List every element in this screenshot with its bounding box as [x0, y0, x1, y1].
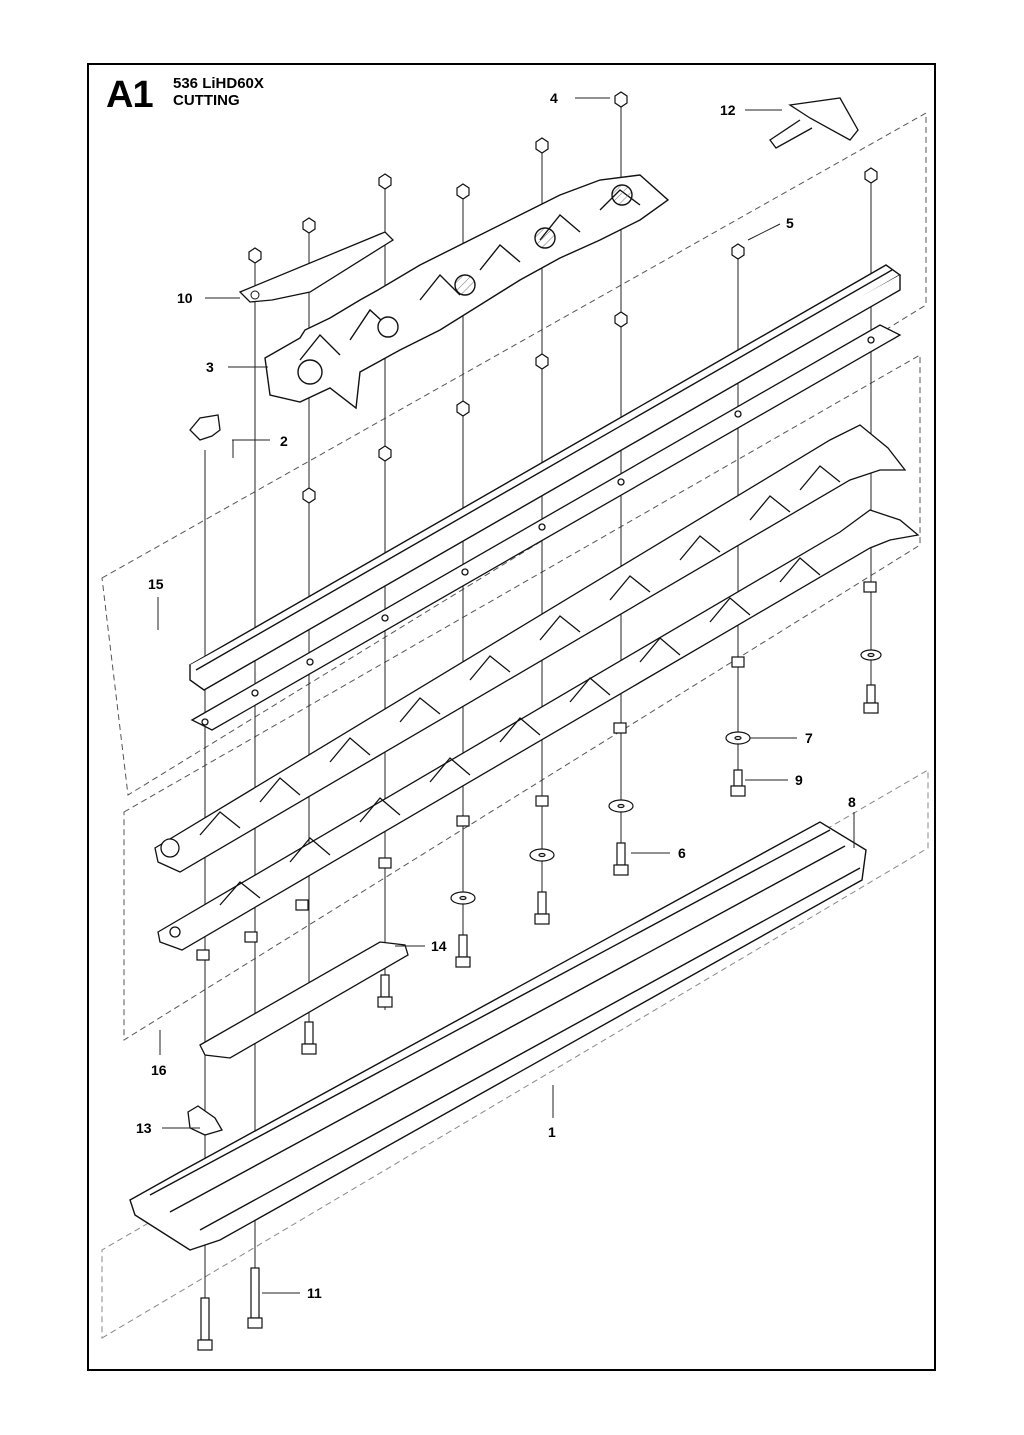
clip-13 — [188, 1106, 222, 1135]
callout-9: 9 — [795, 772, 803, 788]
callout-2: 2 — [280, 433, 288, 449]
key-tool — [770, 98, 858, 148]
callout-7: 7 — [805, 730, 813, 746]
link-plate — [240, 232, 393, 302]
callout-10: 10 — [177, 290, 193, 306]
clamp-plate — [200, 942, 408, 1058]
section-title: CUTTING — [173, 92, 240, 109]
callout-13: 13 — [136, 1120, 152, 1136]
clip-2 — [190, 415, 220, 440]
callout-3: 3 — [206, 359, 214, 375]
callout-4: 4 — [550, 90, 558, 106]
callout-16: 16 — [151, 1062, 167, 1078]
callout-6: 6 — [678, 845, 686, 861]
callout-14: 14 — [431, 938, 447, 954]
callout-12: 12 — [720, 102, 736, 118]
callout-15: 15 — [148, 576, 164, 592]
callout-11: 11 — [307, 1285, 322, 1301]
model-name: 536 LiHD60X — [173, 75, 264, 92]
group-15-outline — [102, 113, 926, 795]
callout-5: 5 — [786, 215, 794, 231]
callout-8: 8 — [848, 794, 856, 810]
callout-1: 1 — [548, 1124, 556, 1140]
upper-blade — [265, 175, 668, 408]
sheet-code: A1 — [106, 74, 153, 116]
nuts — [249, 92, 877, 503]
